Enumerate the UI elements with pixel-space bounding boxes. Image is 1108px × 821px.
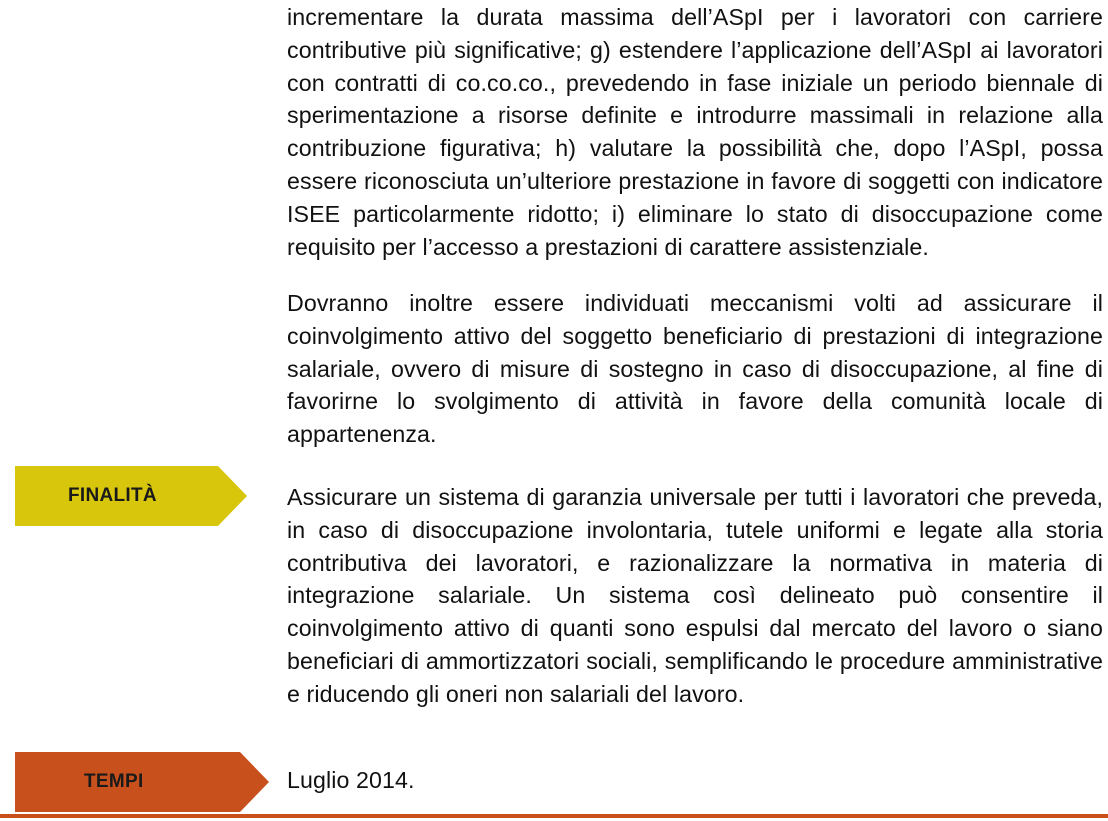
finalita-label: FINALITÀ: [68, 485, 157, 506]
bottom-rule: [0, 814, 1108, 818]
finalita-tag: [15, 466, 247, 526]
intro-paragraph: incrementare la durata massima dell’ASpI per i lavoratori con carriere contributive più significative; g) estendere l’applicazione dell’ASpI ai lavoratori con contratti di co.co.co., prevedendo in fase iniziale un periodo biennale di sperimentazione a risorse definite e introdurre massimali in relazione alla contribuzione figurativa; h) valutare la possibilità che, dopo l’ASpI, possa essere riconosciuta un’ulteriore prestazione in favore di soggetti con indicatore ISEE particolarmente ridotto; i) eliminare lo stato di disoccupazione come requisito per l’accesso a prestazioni di carattere assistenziale.: [287, 4, 1103, 260]
tempi-tag: [15, 752, 247, 812]
finalita-paragraph: Assicurare un sistema di garanzia universale per tutti i lavoratori che preveda, in caso di disoccupazione involontaria, tutele uniformi e legate alla storia contributiva dei lavoratori, e razionalizzare la normativa in materia di integrazione salariale. Un sistema così delineato può consentire il coinvolgimento attivo di quanti sono espulsi dal mercato del lavoro o siano beneficiari di ammortizzatori sociali, semplificando le procedure amministrative e riducendo gli oneri non salariali del lavoro.: [287, 484, 1103, 707]
tempi-paragraph: Luglio 2014.: [287, 767, 415, 793]
tempi-label: TEMPI: [84, 771, 144, 792]
beneficiary-paragraph: Dovranno inoltre essere individuati meccanismi volti ad assicurare il coinvolgimento attivo del soggetto beneficiario di prestazioni di integrazione salariale, ovvero di misure di sostegno in caso di disoccupazione, al fine di favorirne lo svolgimento di attività in favore della comunità locale di appartenenza.: [287, 290, 1103, 448]
